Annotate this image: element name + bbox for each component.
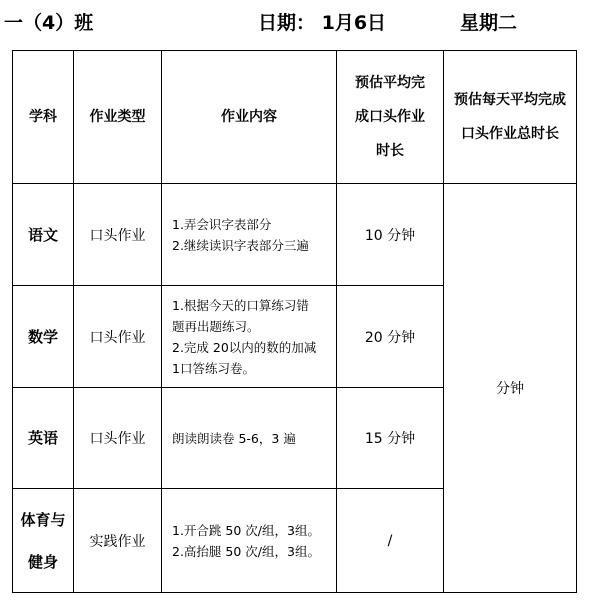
content-line: 2.高抬腿 50 次/组，3组。	[172, 543, 320, 559]
content-cell	[162, 184, 337, 286]
subject-line: 语文	[27, 225, 58, 244]
content-cell	[162, 286, 337, 388]
type-cell: 实践作业	[74, 489, 162, 593]
col-duration	[337, 51, 444, 184]
table-row	[13, 184, 577, 286]
weekday-label: 星期二	[460, 12, 518, 34]
total-cell: 分钟	[444, 184, 577, 593]
content-cell	[162, 388, 337, 489]
col-duration-line: 时长	[376, 143, 404, 159]
date-label: 日期： 1月6日	[258, 12, 387, 34]
content-line: 1.弄会识字表部分	[172, 216, 272, 232]
content-line: 题再出题练习。	[172, 318, 260, 334]
content-line: 2.完成 20以内的数的加减	[172, 339, 317, 355]
col-total	[444, 51, 577, 184]
subject-line: 英语	[27, 429, 58, 447]
header-row	[13, 51, 577, 184]
subject-line: 体育与	[20, 510, 66, 529]
content-cell	[162, 489, 337, 593]
type-cell: 口头作业	[74, 388, 162, 489]
homework-table	[12, 50, 577, 593]
col-total-line: 预估每天平均完成	[454, 92, 566, 108]
content-line: 2.继续读识字表部分三遍	[172, 237, 309, 253]
duration-cell: 20 分钟	[337, 286, 444, 388]
content-line: 1.根据今天的口算练习错	[172, 297, 309, 313]
duration-cell: 10 分钟	[337, 184, 444, 286]
col-content: 作业内容	[162, 51, 337, 184]
subject-cell	[13, 388, 74, 489]
col-duration-line: 预估平均完	[355, 75, 425, 91]
class-name: 一（4）班	[4, 12, 94, 34]
subject-cell	[13, 489, 74, 593]
type-cell: 口头作业	[74, 286, 162, 388]
type-cell: 口头作业	[74, 184, 162, 286]
content-line: 1口答练习卷。	[172, 360, 255, 376]
content-line: 1.开合跳 50 次/组，3组。	[172, 522, 320, 538]
subject-cell	[13, 184, 74, 286]
col-duration-line: 成口头作业	[355, 109, 425, 125]
header	[0, 6, 589, 34]
col-total-line: 口头作业总时长	[461, 126, 559, 142]
duration-cell: 15 分钟	[337, 388, 444, 489]
subject-line: 健身	[27, 552, 58, 571]
col-subject: 学科	[13, 51, 74, 184]
duration-cell: /	[337, 489, 444, 593]
content-line: 朗读朗读卷 5-6，3 遍	[172, 430, 296, 446]
subject-line: 数学	[27, 327, 58, 346]
col-type: 作业类型	[74, 51, 162, 184]
subject-cell	[13, 286, 74, 388]
